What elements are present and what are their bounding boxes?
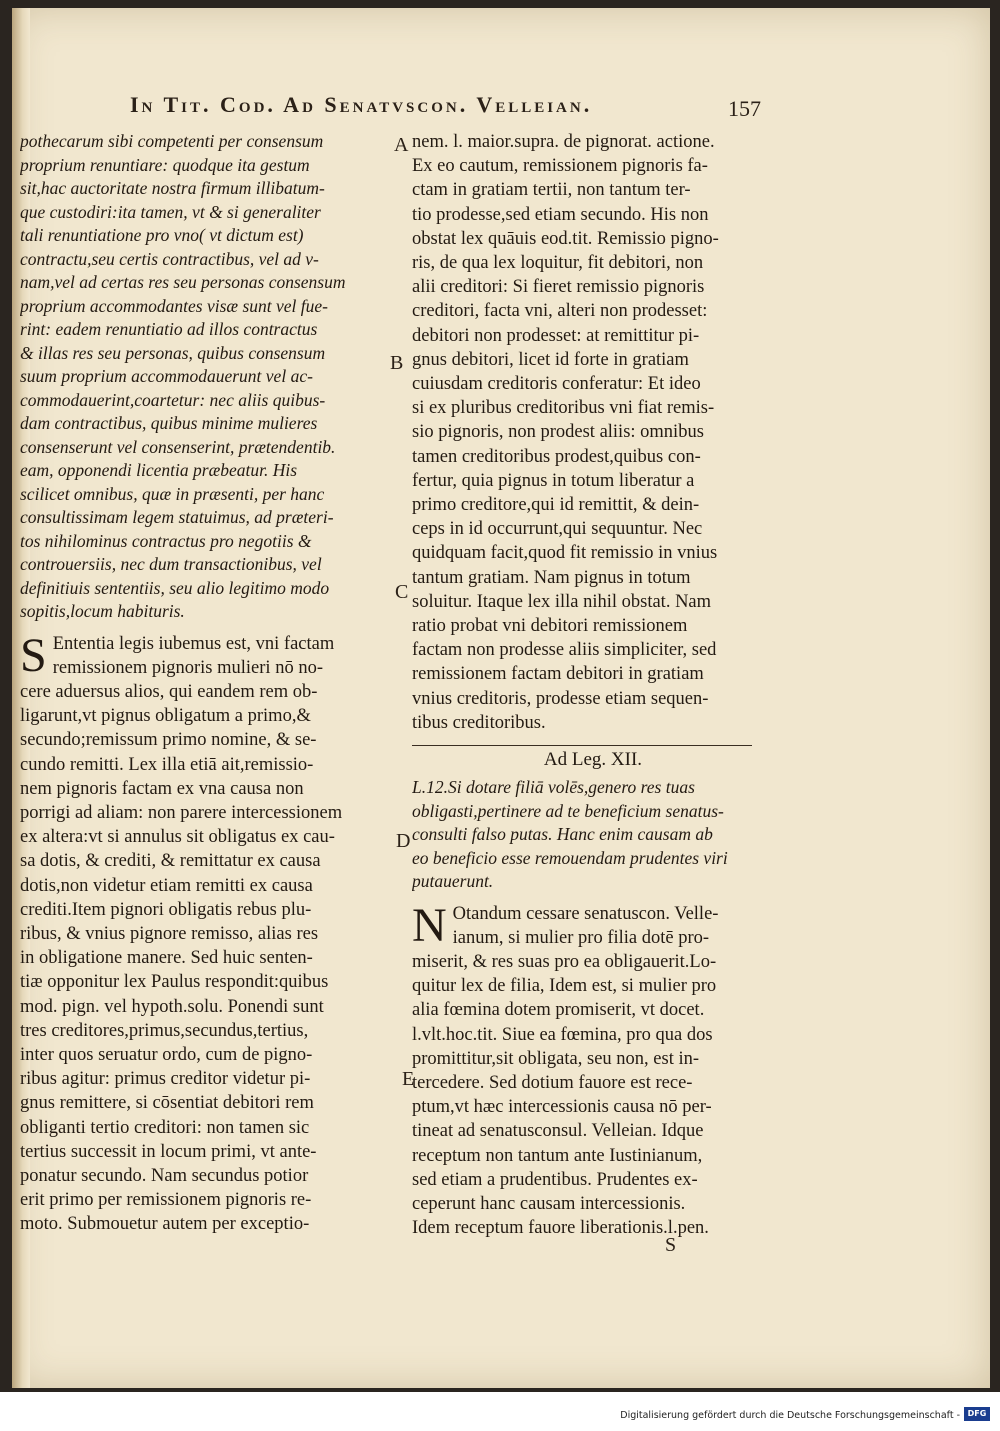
signature-mark: S (665, 1234, 677, 1256)
page-number: 157 (728, 96, 761, 121)
text-line: ctam in gratiam tertii, non tantum ter- (412, 180, 691, 201)
text-line: ribus agitur: primus creditor videtur pi- (20, 1069, 311, 1090)
text-line: putauerunt. (412, 871, 494, 892)
margin-letter-e: E (402, 1068, 415, 1090)
text-line: promittitur,sit obligata, seu non, est in- (412, 1048, 700, 1069)
left-commentary (20, 628, 390, 1237)
text-line: ptum,vt hæc intercessionis causa nō per- (412, 1097, 712, 1118)
text-line: ligarunt,vt pignus obligatum a primo,& (20, 706, 311, 727)
text-line: tres creditores,primus,secundus,tertius, (20, 1020, 309, 1041)
drop-cap: N (412, 898, 447, 952)
text-line: tali renuntiatione pro vno( vt dictum est) (20, 225, 304, 245)
text-line: moto. Submouetur autem per exceptio- (20, 1214, 310, 1235)
text-line: alia fœmina dotem promiserit, vt docet. (412, 1000, 705, 1021)
text-line: receptum non tantum ante Iustinianum, (412, 1145, 703, 1166)
margin-letter-c: C (395, 581, 409, 603)
text-line: scilicet omnibus, quæ in præsenti, per hanc (20, 483, 325, 504)
text-line: commodauerint,coartetur: nec aliis quibus- (20, 389, 326, 410)
text-line: vnius creditoris, prodesse etiam sequen- (412, 688, 709, 709)
drop-cap: S (20, 628, 47, 682)
text-line: sa dotis, & crediti, & remittatur ex causa (20, 851, 321, 872)
text-line: obstat lex quāuis eod.tit. Remissio pigno- (412, 228, 719, 249)
text-line: dam contractibus, quibus minime mulieres (20, 413, 318, 433)
text-line: tibus creditoribus. (412, 712, 546, 733)
right-commentary-top (412, 130, 774, 735)
text-line: primo creditore,qui id remittit, & dein- (412, 495, 700, 516)
text-line: crediti.Item pignori obligatis rebus plu- (20, 899, 312, 920)
text-line: ribus, & vnius pignore remisso, alias res (20, 923, 319, 944)
text-line: eam, opponendi licentia præbeatur. His (20, 460, 298, 480)
right-commentary (412, 898, 774, 1241)
text-line: factam non prodesse aliis simpliciter, sed (412, 640, 717, 661)
left-commentary-lines (20, 628, 390, 1237)
text-line: controuersiis, nec dum transactionibus, vel (20, 554, 322, 574)
text-line: tos nihilominus contractus pro negotiis & (20, 530, 312, 551)
margin-letter-d: D (396, 830, 411, 852)
text-line: in obligatione manere. Sed huic senten- (20, 948, 313, 969)
text-line: alii creditori: Si fieret remissio pignoris (412, 277, 705, 298)
text-line: inter quos seruatur ordo, cum de pigno- (20, 1044, 313, 1065)
text-line: fertur, quia pignus in totum liberatur a (412, 470, 695, 491)
text-line: obligasti,pertinere ad te beneficium senatus- (412, 800, 724, 821)
text-line: quitur lex de filia, Idem est, si mulier pro (412, 976, 717, 997)
margin-letter-a: A (394, 134, 409, 156)
text-line: porrigi ad aliam: non parere intercessionem (20, 802, 343, 823)
margin-letter-b: B (390, 352, 404, 374)
text-line: ceperunt hanc causam intercessionis. (412, 1194, 686, 1215)
text-line: tamen creditoribus prodest,quibus con- (412, 446, 701, 467)
text-line: tantum gratiam. Nam pignus in totum (412, 567, 691, 588)
text-line: dotis,non videtur etiam remitti ex causa (20, 875, 313, 896)
text-line: eo beneficio esse remouendam prudentes viri (412, 847, 728, 868)
text-line: & illas res seu personas, quibus consensum (20, 342, 326, 363)
text-line: gnus debitori, licet id forte in gratiam (412, 349, 689, 370)
text-line: tercedere. Sed dotium fauore est rece- (412, 1073, 693, 1093)
text-line: pothecarum sibi competenti per consensum (20, 131, 324, 151)
text-line: ianum, si mulier pro filia dotē pro- (452, 927, 710, 948)
text-line: Idem receptum fauore liberationis.l.pen. (412, 1218, 709, 1239)
text-line: sed etiam a prudentibus. Prudentes ex- (412, 1169, 698, 1190)
text-line: si ex pluribus creditoribus vni fiat remis- (412, 398, 715, 419)
text-line: remissionem pignoris mulieri nō no- (52, 657, 323, 678)
text-line: nem. l. maior.supra. de pignorat. actione. (412, 132, 715, 152)
text-line: proprium renuntiare: quodque ita gestum (20, 154, 310, 175)
text-line: consenserunt vel consenserint, prætendentib. (20, 436, 336, 457)
text-line: nem pignoris factam ex vna causa non (20, 778, 304, 799)
text-line: contractu,seu certis contractibus, vel ad v- (20, 248, 319, 269)
text-line: Ententia legis iubemus est, vni factam (52, 633, 335, 654)
text-line: definitiuis sententiis, seu alio legitimo modo (20, 577, 330, 598)
text-line: tineat ad senatusconsul. Velleian. Idque (412, 1121, 704, 1142)
text-line: rint: eadem renuntiatio ad illos contractus (20, 319, 318, 339)
running-head: In Tit. Cod. Ad Senatvscon. Velleian. (130, 92, 593, 117)
text-line: quidquam facit,quod fit remissio in vnius (412, 543, 718, 564)
text-line: consultissimam legem statuimus, ad præteri- (20, 507, 334, 527)
text-line: erit primo per remissionem pignoris re- (20, 1190, 312, 1211)
text-line: sit,hac auctoritate nostra firmum illibatum- (20, 178, 325, 198)
text-line: proprium accommodantes visæ sunt vel fue- (20, 295, 328, 316)
text-line: nam,vel ad certas res seu personas consensum (20, 272, 346, 292)
text-line: mod. pign. vel hypoth.solu. Ponendi sunt (20, 996, 324, 1017)
right-column (412, 130, 774, 1240)
right-commentary-lines (412, 898, 774, 1241)
funding-note: Digitalisierung gefördert durch die Deutsche Forschungsgemeinschaft - (620, 1410, 960, 1421)
text-line: tertius successit in locum primi, vt ante- (20, 1141, 317, 1162)
dfg-logo: DFG (964, 1407, 990, 1421)
text-line: cuiusdam creditoris conferatur: Et ideo (412, 374, 701, 395)
text-line: ratio probat vni debitori remissionem (412, 616, 688, 637)
text-line: secundo;remissum primo nomine, & se- (20, 730, 317, 751)
section-rule (412, 745, 752, 746)
footer-bar (0, 1392, 1000, 1431)
text-line: cere aduersus alios, qui eandem rem ob- (20, 681, 318, 702)
text-line: soluitur. Itaque lex illa nihil obstat. Nam (412, 591, 712, 612)
text-line: consulti falso putas. Hanc enim causam ab (412, 824, 713, 845)
text-line: cundo remitti. Lex illa etiā ait,remissio- (20, 754, 314, 775)
text-line: sio pignoris, non prodest aliis: omnibus (412, 422, 704, 443)
left-column (20, 130, 390, 1237)
text-line: ceps in id occurrunt,qui sequuntur. Nec (412, 519, 703, 540)
text-line: creditori, facta vni, alteri non prodesset: (412, 301, 708, 322)
text-line: tiæ opponitur lex Paulus respondit:quibus (20, 972, 329, 993)
text-line: debitori non prodesset: at remittitur pi- (412, 325, 700, 346)
text-line: l.vlt.hoc.tit. Siue ea fœmina, pro qua dos (412, 1024, 713, 1045)
right-lex-text (412, 776, 774, 894)
text-line: tio prodesse,sed etiam secundo. His non (412, 204, 709, 225)
text-line: L.12.Si dotare filiā volēs,genero res tuas (412, 777, 695, 798)
text-line: Otandum cessare senatuscon. Velle- (452, 903, 719, 924)
text-line: gnus remittere, si cōsentiat debitori rem (20, 1093, 314, 1114)
text-line: remissionem factam debitori in gratiam (412, 664, 704, 685)
section-heading: Ad Leg. XII. (543, 749, 643, 771)
text-line: miserit, & res suas pro ea obligauerit.Lo- (412, 951, 717, 972)
text-line: ex altera:vt si annulus sit obligatus ex cau- (20, 827, 335, 848)
text-line: obliganti tertio creditori: non tamen sic (20, 1117, 310, 1138)
left-lex-text (20, 130, 390, 624)
text-line: que custodiri:ita tamen, vt & si generaliter (20, 201, 321, 222)
text-line: suum proprium accommodauerunt vel ac- (20, 366, 313, 386)
text-line: ris, de qua lex loquitur, fit debitori, non (412, 253, 704, 274)
text-line: Ex eo cautum, remissionem pignoris fa- (412, 156, 708, 177)
text-line: ponatur secundo. Nam secundus potior (20, 1165, 309, 1186)
text-line: sopitis,locum habituris. (20, 601, 185, 621)
